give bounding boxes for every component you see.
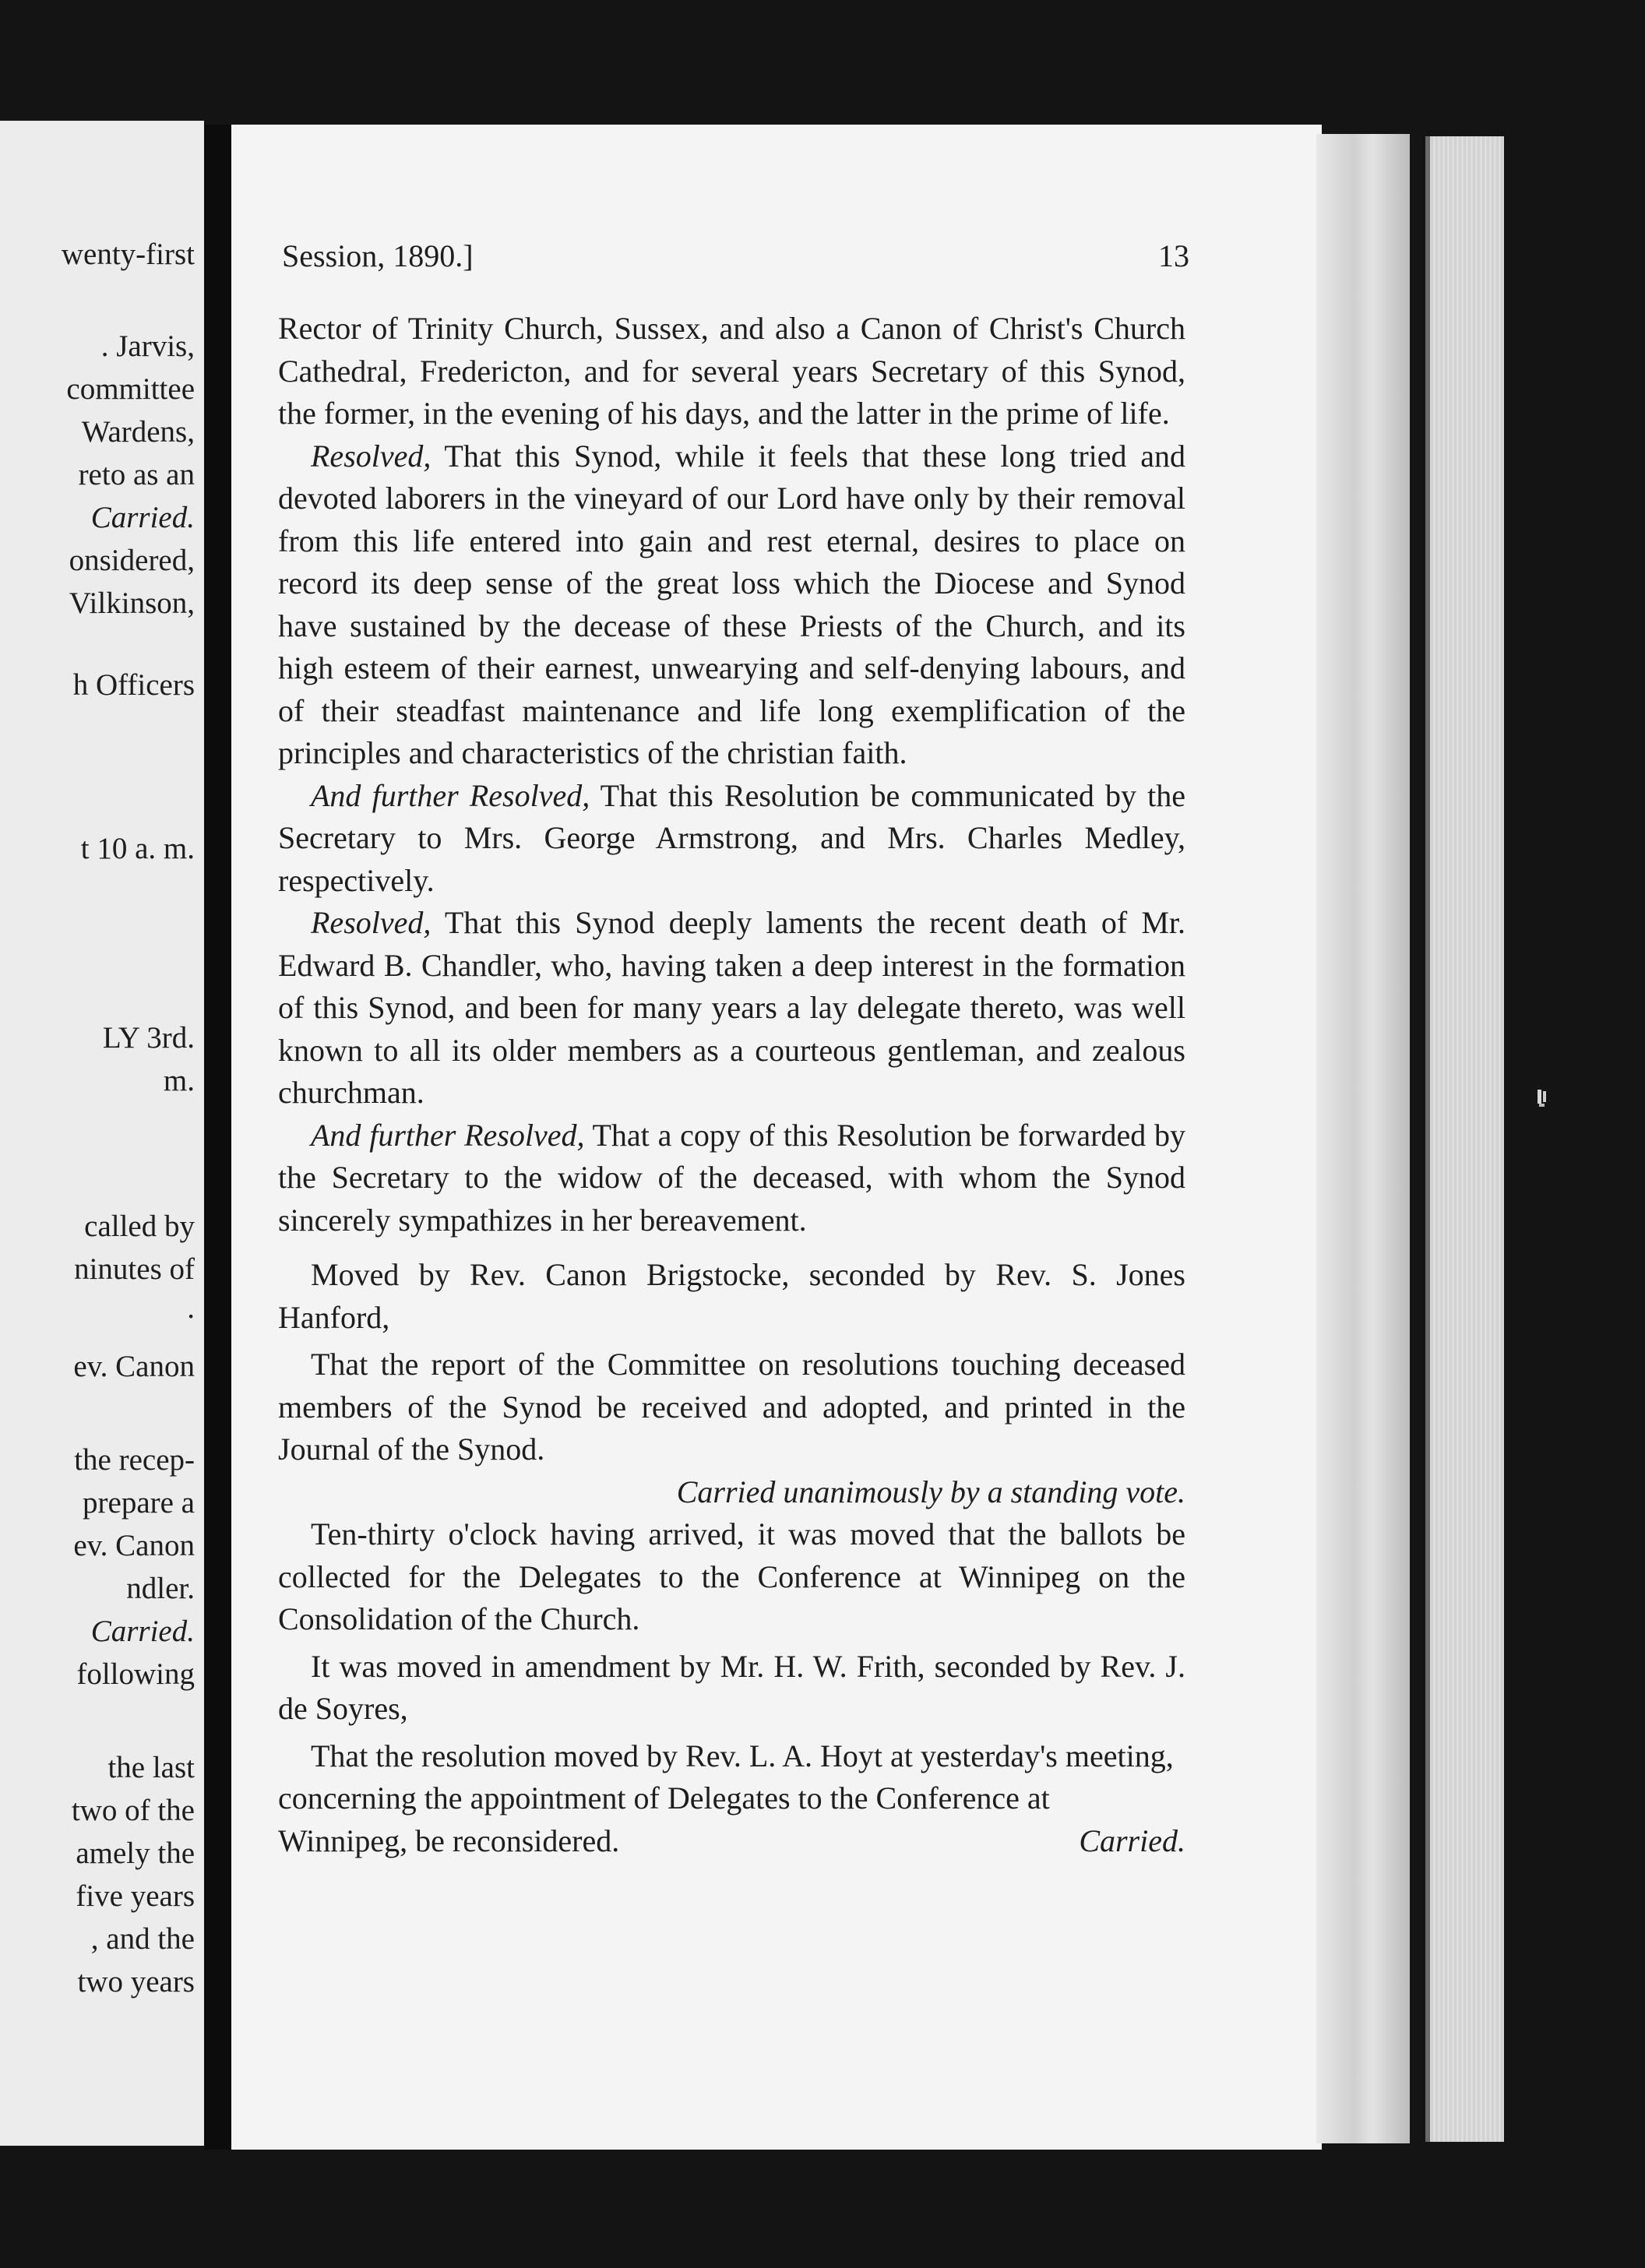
paragraph-resolved-2 (278, 902, 1185, 1115)
resolved-lead: Resolved, (311, 438, 432, 474)
paragraph-report-motion: That the report of the Committee on resolutions touching deceased members of the Synod be received and adopted, and printed in the Journal of the Synod. (278, 1347, 1185, 1467)
left-page-line: amely the (76, 1837, 195, 1870)
paragraph-moved: Moved by Rev. Canon Brigstocke, seconded by Rev. S. Jones Hanford, (278, 1257, 1185, 1335)
facing-page-left (0, 121, 204, 2146)
page-body (278, 308, 1185, 1862)
left-page-line: Carried. (90, 501, 195, 534)
left-page-line: onsidered, (69, 544, 195, 577)
paragraph-continued: Rector of Trinity Church, Sussex, and also a Canon of Christ's Church Cathedral, Fredericton, and for several years Secretary of this Synod, the former, in the evening of his days, and the latter in the prime of life. (278, 311, 1185, 431)
left-page-line: LY 3rd. (102, 1021, 195, 1055)
left-page-line: m. (163, 1064, 195, 1097)
left-page-line: five years (76, 1879, 195, 1913)
left-page-line: . (187, 1291, 195, 1325)
reconsider-text: That the resolution moved by Rev. L. A. Hoyt at yesterday's meeting, concerning the appointment of Delegates to the Conference at Winnipeg, be reconsidered. (278, 1738, 1174, 1858)
left-page-line: wenty-first (61, 238, 195, 271)
resolved-lead: Resolved, (311, 905, 432, 940)
left-page-line: committee (66, 372, 195, 406)
paragraph-resolved-1 (278, 435, 1185, 775)
left-page-line: prepare a (83, 1486, 195, 1520)
left-page-line: ev. Canon (73, 1529, 195, 1562)
left-page-line: two of the (71, 1794, 195, 1827)
left-page-line: ninutes of (74, 1252, 195, 1286)
left-page-line: the last (107, 1751, 195, 1784)
left-page-line: called by (84, 1210, 195, 1243)
further-resolved-text: That this Resolution be communicated by the Secretary to Mrs. George Armstrong, and Mrs. Charles Medley, respectively. (278, 777, 1185, 898)
paragraph-further-resolved-1 (278, 775, 1185, 903)
left-page-line: Vilkinson, (69, 586, 195, 620)
further-resolved-lead: And further Resolved, (311, 777, 590, 813)
carried-unanimously-note: Carried unanimously by a standing vote. (676, 1474, 1185, 1509)
left-page-line: reto as an (78, 458, 195, 491)
resolved-text: That this Synod deeply laments the recent death of Mr. Edward B. Chandler, who, having taken a deep interest in the formation of this Synod, and been for many years a lay delegate thereto, was well known to all its older members as a courteous gentleman, and zealous churchman. (278, 905, 1185, 1110)
left-page-line: Carried. (90, 1615, 195, 1648)
page-edges (1316, 134, 1410, 2143)
left-page-line: Wardens, (81, 415, 195, 449)
paragraph-reconsider (278, 1735, 1185, 1863)
left-page-line: h Officers (72, 668, 195, 702)
further-resolved-lead: And further Resolved, (311, 1117, 585, 1153)
left-page-line: ev. Canon (73, 1350, 195, 1383)
session-label: Session, 1890.] (282, 238, 474, 273)
left-page-line: . Jarvis, (100, 329, 195, 363)
further-resolved-text: That a copy of this Resolution be forwarded by the Secretary to the widow of the deceased, with whom the Synod sincerely sympathizes in her bereavement. (278, 1117, 1185, 1238)
paragraph-further-resolved-2 (278, 1115, 1185, 1242)
book-block-edge (1425, 136, 1504, 2142)
left-page-line: following (76, 1657, 195, 1691)
paragraph-amendment: It was moved in amendment by Mr. H. W. Frith, seconded by Rev. J. de Soyres, (278, 1648, 1185, 1726)
left-page-line: t 10 a. m. (80, 832, 195, 865)
left-page-line: , and the (90, 1922, 195, 1956)
left-page-line: ndler. (126, 1572, 195, 1605)
paragraph-ten-thirty: Ten-thirty o'clock having arrived, it was moved that the ballots be collected for the Delegates to the Conference at Winnipeg on the Consolidation of the Church. (278, 1516, 1185, 1636)
resolved-text: That this Synod, while it feels that these long tried and devoted laborers in the vineyard of our Lord have only by their removal from this life entered into gain and rest eternal, desires to place on record its deep sense of the great loss which the Diocese and Synod have sustained by the decease of these Priests of the Church, and its high esteem of their earnest, unwearying and self-denying labours, and of their steadfast maintenance and life long exemplification of the principles and characteristics of the christian faith. (278, 438, 1185, 770)
left-page-line: two years (77, 1965, 195, 1999)
left-page-line: the recep- (74, 1443, 195, 1477)
carried-note: Carried. (1079, 1822, 1185, 1858)
book-gutter (204, 125, 231, 2150)
page-number: 13 (1158, 238, 1189, 273)
specks-decoration (1536, 1086, 1550, 1111)
